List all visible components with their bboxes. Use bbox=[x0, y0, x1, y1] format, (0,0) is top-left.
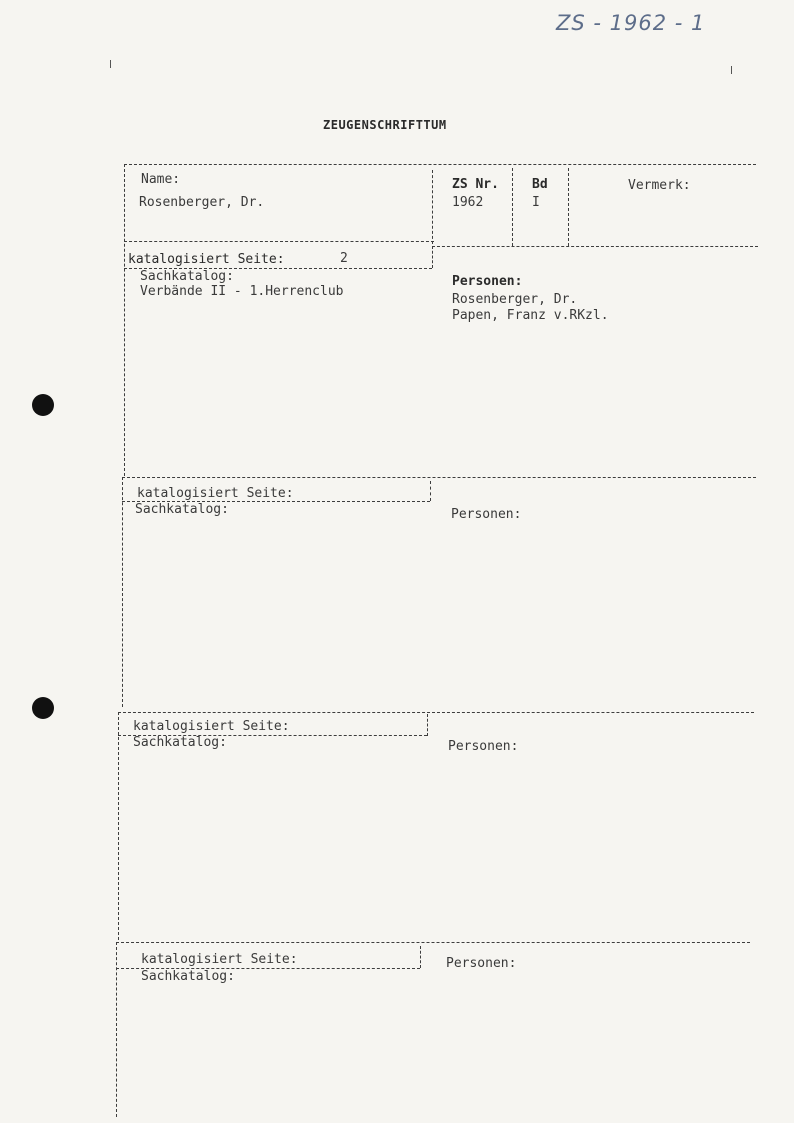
form-title: ZEUGENSCHRIFTTUM bbox=[323, 118, 447, 132]
header-left-line bbox=[124, 164, 126, 476]
section2-sachkatalog-label: Sachkatalog: bbox=[135, 502, 229, 517]
zs-divider-line bbox=[432, 170, 434, 244]
name-value: Rosenberger, Dr. bbox=[139, 195, 265, 210]
bd-divider-line bbox=[512, 168, 514, 246]
zs-value: 1962 bbox=[452, 195, 484, 210]
section2-katalog-label: katalogisiert Seite: bbox=[137, 486, 294, 501]
name-label: Name: bbox=[141, 172, 181, 187]
vermerk-label: Vermerk: bbox=[628, 178, 691, 193]
section2-left-line bbox=[122, 477, 124, 707]
section2-personen-label: Personen: bbox=[451, 507, 522, 522]
section1-personen-value-2: Papen, Franz v.RKzl. bbox=[452, 308, 609, 323]
section3-left-line bbox=[118, 712, 120, 940]
bd-value: I bbox=[532, 195, 540, 210]
section1-katalog-right-line bbox=[432, 246, 434, 268]
section4-top-line bbox=[116, 942, 750, 944]
section1-sachkatalog-label: Sachkatalog: bbox=[140, 269, 234, 284]
section4-personen-label: Personen: bbox=[446, 956, 517, 971]
punch-hole-bottom bbox=[32, 697, 54, 719]
section3-katalog-right-line bbox=[427, 714, 429, 736]
section4-katalog-right-line bbox=[420, 946, 422, 968]
section3-katalog-label: katalogisiert Seite: bbox=[133, 719, 290, 734]
zs-label: ZS Nr. bbox=[452, 177, 499, 192]
section1-katalog-label: katalogisiert Seite: bbox=[128, 252, 285, 267]
header-inner-line bbox=[124, 241, 434, 243]
margin-mark bbox=[731, 66, 732, 74]
punch-hole-top bbox=[32, 394, 54, 416]
section1-katalog-value: 2 bbox=[340, 251, 348, 266]
section3-sachkatalog-label: Sachkatalog: bbox=[133, 735, 227, 750]
section1-personen-label: Personen: bbox=[452, 274, 523, 289]
margin-mark bbox=[110, 60, 111, 68]
section2-top-line bbox=[122, 477, 756, 479]
bd-label: Bd bbox=[532, 177, 548, 192]
header-top-line bbox=[124, 164, 756, 166]
section3-personen-label: Personen: bbox=[448, 739, 519, 754]
section2-katalog-right-line bbox=[430, 481, 432, 501]
section1-personen-value-1: Rosenberger, Dr. bbox=[452, 292, 578, 307]
section4-sachkatalog-label: Sachkatalog: bbox=[141, 969, 235, 984]
section3-top-line bbox=[118, 712, 754, 714]
section4-katalog-label: katalogisiert Seite: bbox=[141, 952, 298, 967]
handwritten-reference: ZS - 1962 - 1 bbox=[556, 11, 706, 35]
vermerk-divider-line bbox=[568, 168, 570, 246]
section1-sachkatalog-value: Verbände II - 1.Herrenclub bbox=[140, 284, 344, 299]
header-bottom-line bbox=[432, 246, 758, 248]
